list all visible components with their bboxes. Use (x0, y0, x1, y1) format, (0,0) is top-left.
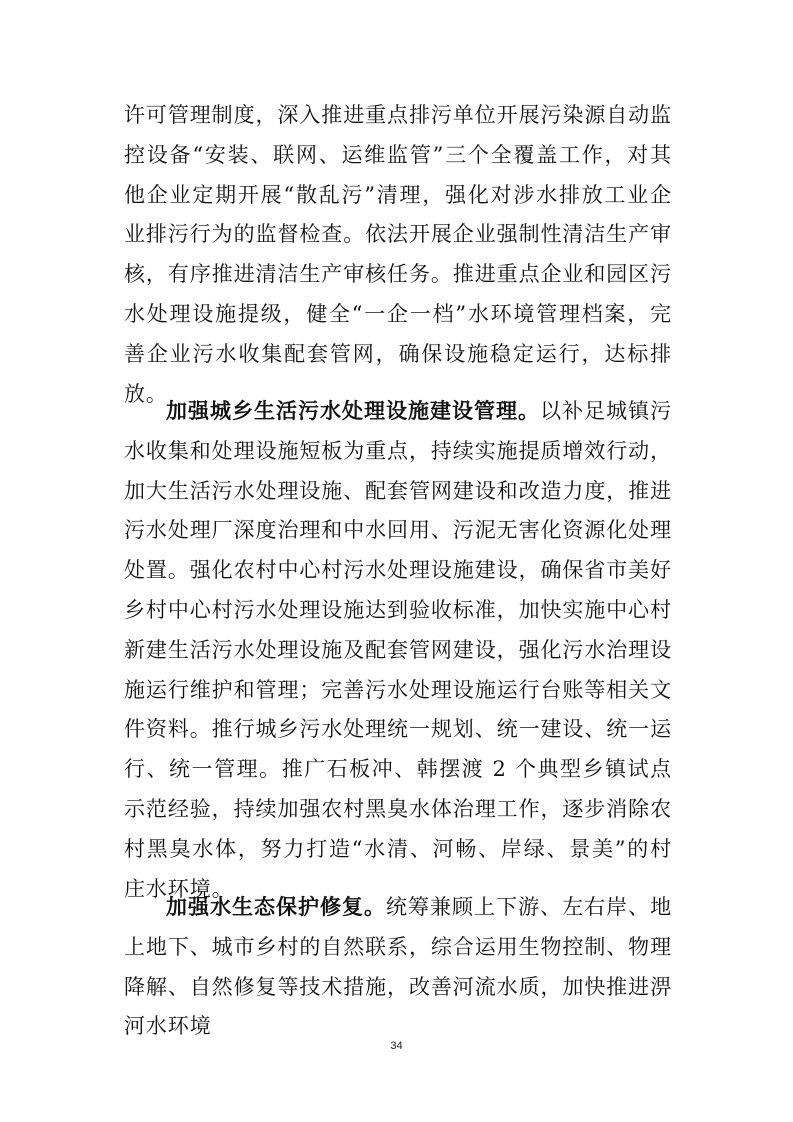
page-number: 34 (390, 1040, 403, 1052)
paragraph-body: 许可管理制度，深入推进重点排污单位开展污染源自动监控设备“安装、联网、运维监管”三个全覆盖工作，对其他企业定期开展“散乱污”清理，强化对涉水排放工业企业排污行为的监督检查。依法开展企业强制性清洁生产审核，有序推进清洁生产审核任务。推进重点企业和园区污水处理设施提级，健全“一企一档”水环境管理档案，完善企业污水收集配套管网，确保设施稳定运行，达标排放。 (124, 103, 672, 406)
paragraph-heading: 加强水生态保护修复。 (166, 895, 387, 919)
paragraph-body: 统筹兼顾上下游、左右岸、地上地下、城市乡村的自然联系，综合运用生物控制、物理降解、自然修复等技术措施，改善河流水质，加快推进淠河水环境 (124, 895, 672, 1039)
paragraph-ecological-restoration (124, 888, 672, 1047)
paragraph-domestic-sewage (124, 392, 672, 909)
paragraph-continued (124, 96, 672, 414)
paragraph-body: 以补足城镇污水收集和处理设施短板为重点，持续实施提质增效行动，加大生活污水处理设施、配套管网建设和改造力度，推进污水处理厂深度治理和中水回用、污泥无害化资源化处理处置。强化农村中心村污水处理设施建设，确保省市美好乡村中心村污水处理设施达到验收标准，加快实施中心村新建生活污水处理设施及配套管网建设，强化污水治理设施运行维护和管理；完善污水处理设施运行台账等相关文件资料。推行城乡污水处理统一规划、统一建设、统一运行、统一管理。推广石板冲、韩摆渡 2 个典型乡镇试点示范经验，持续加强农村黑臭水体治理工作，逐步消除农村黑臭水体，努力打造“水清、河畅、岸绿、景美”的村庄水环境。 (124, 399, 672, 901)
paragraph-heading: 加强城乡生活污水处理设施建设管理。 (166, 399, 541, 423)
